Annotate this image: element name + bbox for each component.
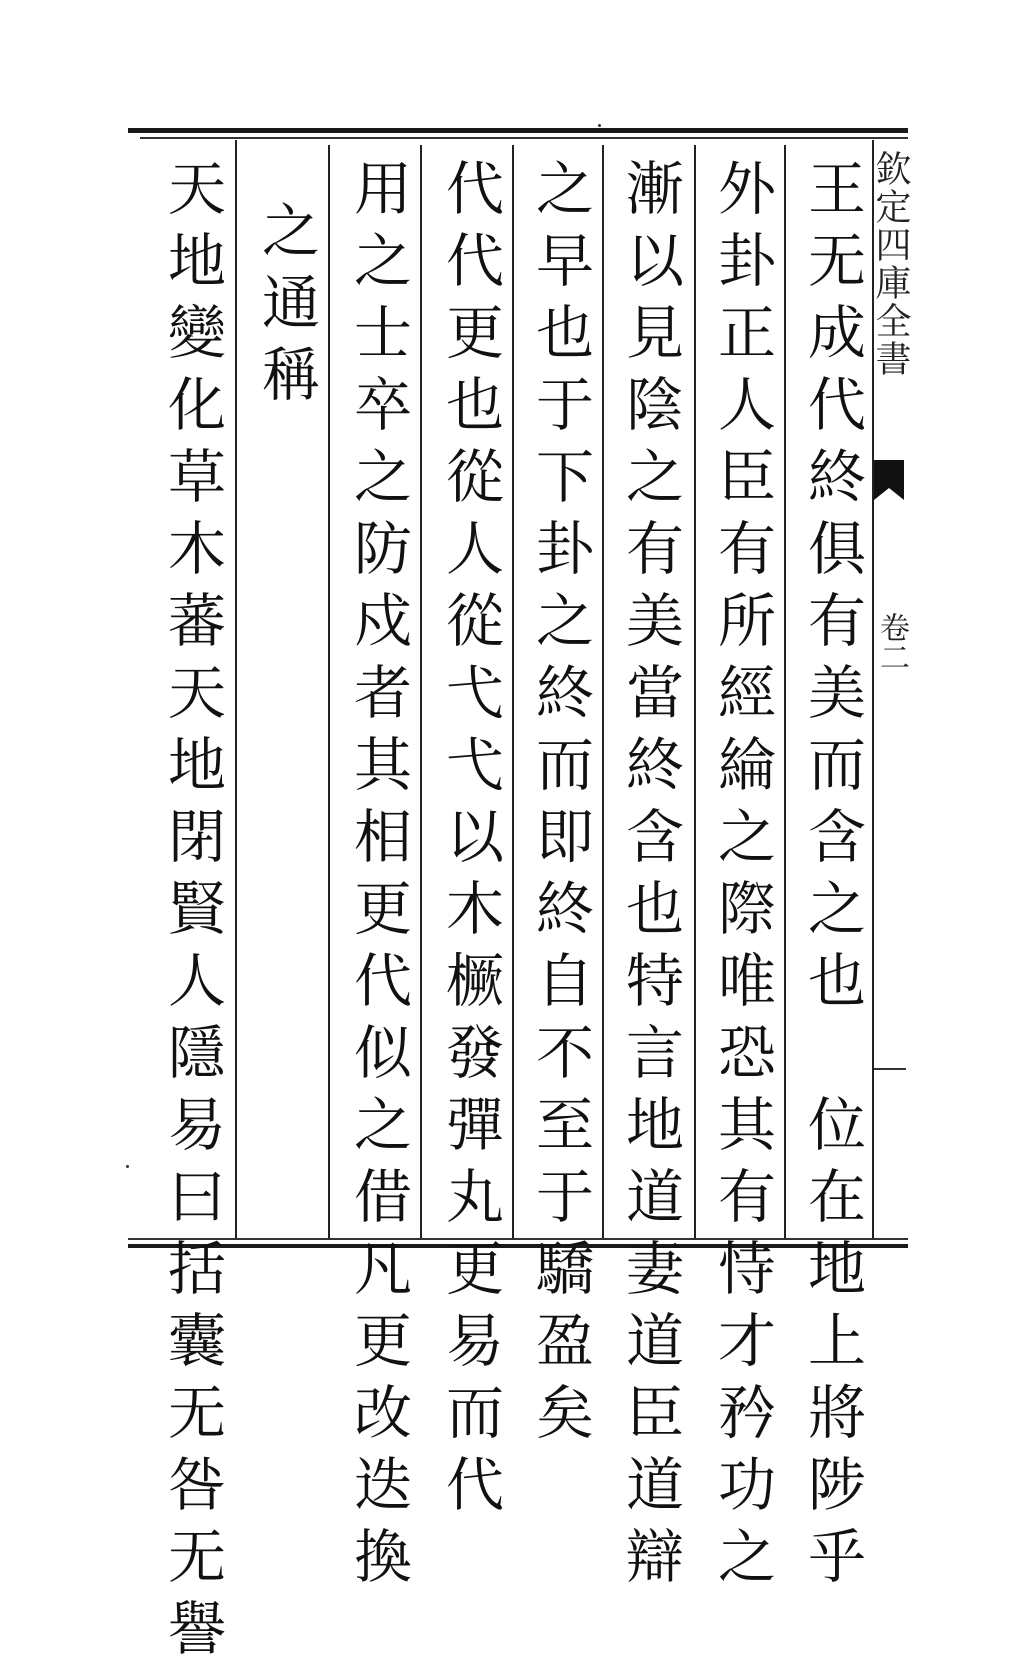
left-border xyxy=(235,140,237,1238)
top-border-inner xyxy=(140,137,908,139)
column-divider xyxy=(694,145,696,1238)
column-divider xyxy=(512,145,514,1238)
speck xyxy=(598,124,601,127)
text-column-1: 王无成代終俱有美而含之也 位在地上將陟乎 xyxy=(798,158,866,1598)
text-column-8: 天地變化草木蕃天地閉賢人隱易曰括囊无咎无譽 xyxy=(158,158,226,1670)
bottom-border xyxy=(128,1244,908,1248)
column-divider xyxy=(328,145,330,1238)
column-divider xyxy=(420,145,422,1238)
text-column-5: 代代更也從人從弋弋以木橛發彈丸更易而代 xyxy=(436,158,504,1526)
book-title: 欽定四庫全書 xyxy=(870,150,911,378)
margin-tick xyxy=(874,1068,906,1070)
volume-label: 卷二 xyxy=(874,612,909,672)
top-border xyxy=(128,128,908,133)
column-divider xyxy=(602,145,604,1238)
text-column-7: 之通稱 xyxy=(252,200,320,416)
text-column-6: 用之士卒之防戍者其相更代似之借凡更改迭換 xyxy=(344,158,412,1598)
column-divider xyxy=(784,145,786,1238)
text-column-2: 外卦正人臣有所經綸之際唯恐其有恃才矜功之 xyxy=(708,158,776,1598)
bottom-border-inner xyxy=(128,1238,908,1240)
speck xyxy=(126,1165,129,1168)
text-column-4: 之早也于下卦之終而即終自不至于驕盈矣 xyxy=(526,158,594,1454)
text-column-3: 漸以見陰之有美當終含也特言地道妻道臣道辯 xyxy=(616,158,684,1598)
